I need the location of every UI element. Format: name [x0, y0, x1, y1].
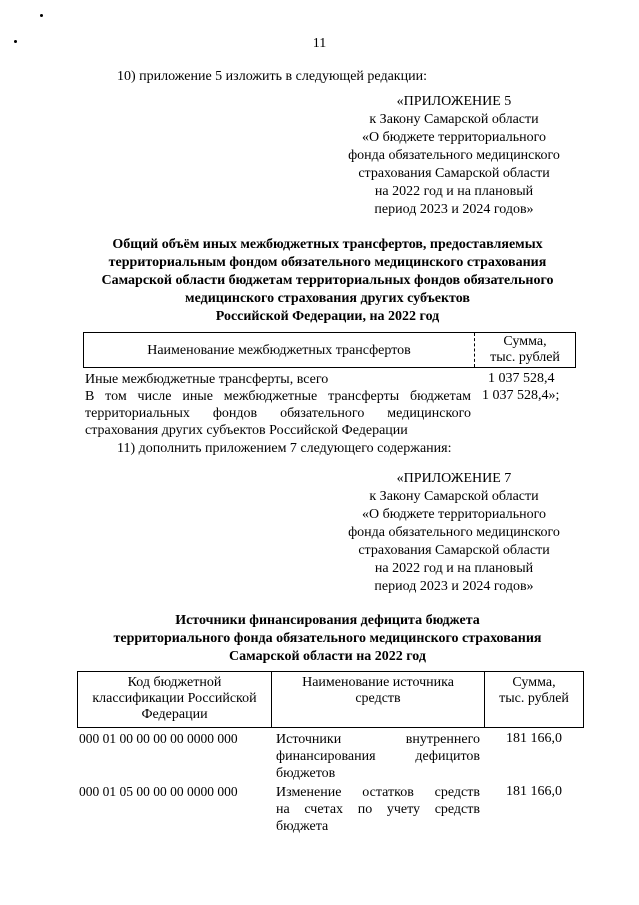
- appendix-5-header: [324, 93, 584, 219]
- table-2-header-code-line: Код бюджетной: [127, 675, 222, 690]
- appendix-7-header: [324, 470, 584, 596]
- table-1-row-2-value: 1 037 528,4»;: [482, 388, 560, 403]
- appendix-7-line: «ПРИЛОЖЕНИЕ 7: [396, 471, 512, 486]
- table-2-header-sum: [485, 675, 583, 707]
- table-2-row-1-name: [276, 731, 480, 782]
- table-1-header-sum-line: тыс. рублей: [490, 350, 560, 365]
- table-2-header-code: [78, 675, 271, 723]
- table-2-row-1-name-line: финансирования дефицитов: [276, 749, 480, 764]
- table-1-title-line: Российской Федерации, на 2022 год: [215, 309, 440, 324]
- table-2-header-code-line: классификации Российской: [92, 691, 257, 706]
- table-1-row-2-line: территориальных фондов обязательного медицинского: [85, 406, 471, 421]
- table-1-header-sum-line: Сумма,: [503, 334, 547, 349]
- table-2-row-2-code: 000 01 05 00 00 00 0000 000: [79, 784, 238, 799]
- table-2-row-2-name-line: на счетах по учету средств: [276, 802, 480, 817]
- table-1-title-line: медицинского страхования других субъектов: [185, 291, 470, 306]
- table-2-row-2-name-line: бюджета: [276, 819, 329, 834]
- appendix-7-line: «О бюджете территориального: [362, 507, 546, 522]
- table-2-title-line: Самарской области на 2022 год: [229, 649, 426, 664]
- table-2-row-1-name-line: Источники внутреннего: [276, 732, 480, 747]
- table-2-title-line: Источники финансирования дефицита бюджета: [175, 613, 480, 628]
- table-1-title-line: Общий объём иных межбюджетных трансфертов, предоставляемых: [112, 237, 543, 252]
- table-2-row-1-code: 000 01 00 00 00 00 0000 000: [79, 731, 238, 746]
- table-2-row-1-value: 181 166,0: [506, 731, 562, 746]
- table-2-row-2-name: [276, 784, 480, 835]
- table-2-row-2-value: 181 166,0: [506, 784, 562, 799]
- appendix-5-line: на 2022 год и на плановый: [374, 184, 534, 199]
- table-1-row-2-line: В том числе иные межбюджетные трансферты бюджетам: [85, 389, 471, 404]
- item-11-paragraph: 11) дополнить приложением 7 следующего содержания:: [117, 441, 452, 456]
- appendix-5-line: фонда обязательного медицинского: [348, 148, 560, 163]
- table-1-header: [83, 332, 576, 368]
- table-1-row-1-value: 1 037 528,4: [488, 371, 555, 386]
- appendix-7-line: на 2022 год и на плановый: [374, 561, 534, 576]
- item-10-paragraph: 10) приложение 5 изложить в следующей редакции:: [117, 69, 427, 84]
- table-2-header-name-line: средств: [355, 691, 401, 706]
- scan-dot: [40, 14, 43, 17]
- table-2-header-name: [272, 675, 484, 707]
- table-2-header-sum-line: Сумма,: [512, 675, 556, 690]
- table-1-row-1-name: Иные межбюджетные трансферты, всего: [85, 372, 329, 387]
- table-2-header-name-line: Наименование источника: [302, 675, 454, 690]
- table-1-title-line: Самарской области бюджетам территориальных фондов обязательного: [101, 273, 554, 288]
- appendix-7-line: фонда обязательного медицинского: [348, 525, 560, 540]
- page-number: 11: [312, 36, 327, 51]
- appendix-5-line: период 2023 и 2024 годов»: [374, 202, 534, 217]
- table-1-header-sum: [475, 334, 575, 366]
- appendix-7-line: к Закону Самарской области: [369, 489, 539, 504]
- table-1-header-name: Наименование межбюджетных трансфертов: [147, 343, 411, 358]
- appendix-5-line: «ПРИЛОЖЕНИЕ 5: [396, 94, 512, 109]
- table-2-row-2-name-line: Изменение остатков средств: [276, 785, 480, 800]
- table-1-title-line: территориальным фондом обязательного медицинского страхования: [108, 255, 547, 270]
- table-2-row-1-name-line: бюджетов: [276, 766, 336, 781]
- table-1-row-2-line: страхования других субъектов Российской Федерации: [85, 423, 408, 438]
- table-2-header-sum-line: тыс. рублей: [499, 691, 569, 706]
- table-2-title-line: территориального фонда обязательного медицинского страхования: [113, 631, 542, 646]
- appendix-7-line: страхования Самарской области: [358, 543, 550, 558]
- table-2-header-code-line: Федерации: [141, 707, 208, 722]
- table-2-header: [77, 671, 584, 728]
- appendix-5-line: страхования Самарской области: [358, 166, 550, 181]
- appendix-7-line: период 2023 и 2024 годов»: [374, 579, 534, 594]
- appendix-5-line: к Закону Самарской области: [369, 112, 539, 127]
- table-1-title: [60, 236, 595, 326]
- appendix-5-line: «О бюджете территориального: [362, 130, 546, 145]
- table-1-row-2-name: [85, 388, 471, 439]
- table-2-title: [60, 612, 595, 666]
